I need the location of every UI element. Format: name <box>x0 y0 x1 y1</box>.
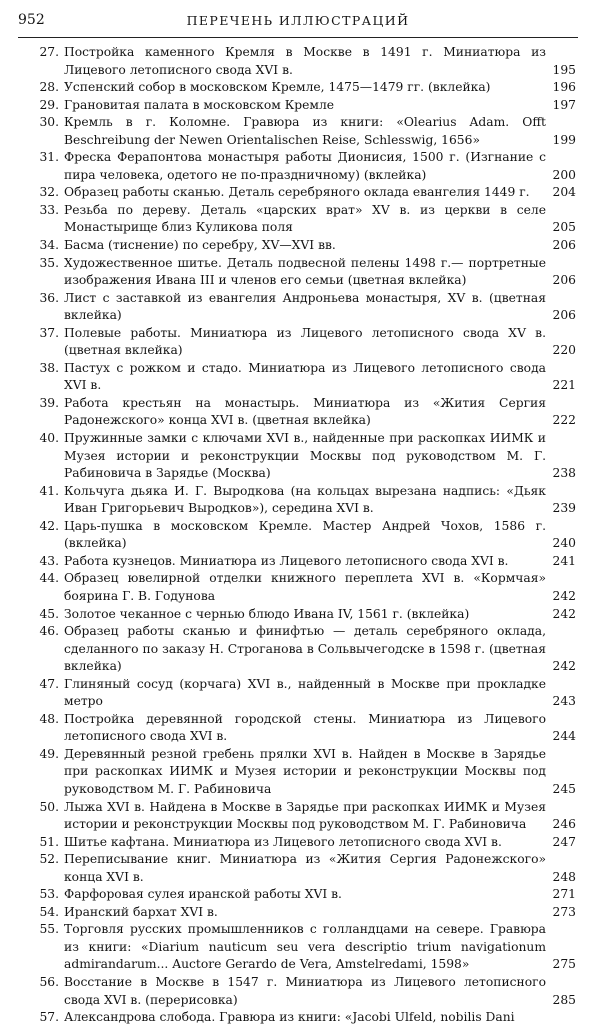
entry-number: 41. <box>39 483 59 498</box>
entry-page-number: 271 <box>552 887 576 902</box>
page-header <box>18 10 578 32</box>
entry-page-number: 200 <box>552 167 576 182</box>
entry-page-number: 221 <box>552 378 576 393</box>
list-item <box>18 834 576 852</box>
entry-page-number: 204 <box>552 185 576 200</box>
entry-page-number: 246 <box>552 817 576 832</box>
entry-text: Постройка деревянной городской стены. Миниатюра из Лицевого летописного свода XVI в. <box>64 711 546 744</box>
list-item <box>18 149 576 184</box>
list-item <box>18 623 576 676</box>
entry-page-number: 242 <box>552 606 576 621</box>
list-item <box>18 237 576 255</box>
entry-page-number: 196 <box>552 80 576 95</box>
entry-number: 47. <box>39 676 59 691</box>
entry-text: Лист с заставкой из евангелия Андроньева монастыря, XV в. (цветная вклейка) <box>64 290 546 323</box>
entry-number: 51. <box>39 834 59 849</box>
entry-text: Золотое чеканное с чернью блюдо Ивана IV, 1561 г. (вклейка) <box>64 606 470 621</box>
entry-text: Басма (тиснение) по серебру, XV—XVI вв. <box>64 238 336 253</box>
entry-number: 55. <box>39 922 59 937</box>
entry-text: Образец работы сканью. Деталь серебряного оклада евангелия 1449 г. <box>64 185 530 200</box>
list-item <box>18 184 576 202</box>
entry-text: Образец работы сканью и финифтью — деталь серебряного оклада, сделанного по заказу Н. Строганова в Сольвычегодске в 1598 г. (цветная вклейка) <box>64 624 546 674</box>
list-item <box>18 360 576 395</box>
entry-page-number: 273 <box>552 904 576 919</box>
list-item <box>18 570 576 605</box>
list-item <box>18 676 576 711</box>
header-rule <box>18 37 578 38</box>
entry-text: Фреска Ферапонтова монастыря работы Дионисия, 1500 г. (Изгнание с пира человека, одетого не по-праздничному) (вклейка) <box>64 150 546 182</box>
entry-page-number: 245 <box>552 781 576 796</box>
entry-text: Деревянный резной гребень прялки XVI в. Найден в Москве в Зарядье при раскопках ИИМК и Музея истории и реконструкции Москвы под руководством М. Г. Рабиновича <box>64 746 546 796</box>
entry-text: Кремль в г. Коломне. Гравюра из книги: «Olearius Adam. Offt Beschreibung der Newen Orientalischen Reise, Schlesswig, 1656» <box>64 115 546 147</box>
entry-number: 43. <box>39 553 59 568</box>
entry-page-number: 206 <box>552 238 576 253</box>
entry-page-number: 241 <box>552 553 576 568</box>
entry-page-number: 285 <box>552 992 576 1007</box>
entry-text: Полевые работы. Миниатюра из Лицевого летописного свода XV в. (цветная вклейка) <box>64 325 546 358</box>
entry-text: Царь-пушка в московском Кремле. Мастер Андрей Чохов, 1586 г. (вклейка) <box>64 518 546 551</box>
list-item <box>18 851 576 886</box>
entry-page-number: 242 <box>552 659 576 674</box>
entry-number: 37. <box>39 325 59 340</box>
entry-number: 45. <box>39 606 59 621</box>
page-number: 952 <box>18 12 45 28</box>
entry-page-number: 206 <box>552 308 576 323</box>
entry-number: 34. <box>39 238 59 253</box>
entry-text: Фарфоровая сулея иранской работы XVI в. <box>64 887 342 902</box>
list-item <box>18 290 576 325</box>
entry-text: Глиняный сосуд (корчага) XVI в., найденный в Москве при прокладке метро <box>64 676 546 709</box>
entry-number: 28. <box>39 80 59 95</box>
entry-text: Переписывание книг. Миниатюра из «Жития Сергия Радонежского» конца XVI в. <box>64 852 546 884</box>
entry-page-number: 238 <box>552 466 576 481</box>
entry-number: 31. <box>39 150 59 165</box>
entry-number: 50. <box>39 799 59 814</box>
list-item <box>18 1009 576 1027</box>
entry-text: Лыжа XVI в. Найдена в Москве в Зарядье при раскопках ИИМК и Музея истории и реконструкции Москвы под руководством М. Г. Рабиновича <box>64 799 546 832</box>
entry-text: Работа кузнецов. Миниатюра из Лицевого летописного свода XVI в. <box>64 553 509 568</box>
list-item <box>18 921 576 974</box>
entry-text: Постройка каменного Кремля в Москве в 1491 г. Миниатюра из Лицевого летописного свода XVI в. <box>64 45 546 77</box>
entry-page-number: 243 <box>552 694 576 709</box>
list-item <box>18 746 576 799</box>
list-item <box>18 606 576 624</box>
list-item <box>18 886 576 904</box>
list-item <box>18 711 576 746</box>
list-item <box>18 430 576 483</box>
entry-page-number: 197 <box>552 97 576 112</box>
entry-text: Шитье кафтана. Миниатюра из Лицевого летописного свода XVI в. <box>64 834 502 849</box>
list-item <box>18 97 576 115</box>
entry-number: 53. <box>39 887 59 902</box>
entry-page-number: 205 <box>552 220 576 235</box>
list-item <box>18 395 576 430</box>
entry-number: 32. <box>39 185 59 200</box>
entry-number: 36. <box>39 290 59 305</box>
list-item <box>18 518 576 553</box>
entry-number: 56. <box>39 974 59 989</box>
entry-page-number: 199 <box>552 132 576 147</box>
list-item <box>18 202 576 237</box>
entry-text: Торговля русских промышленников с голландцами на севере. Гравюра из книги: «Diarium nauticum seu vera descriptio trium navigationum admirandarum... Auctore Gerardo de Vera, Amstelredami, 1598» <box>64 922 546 972</box>
running-title: ПЕРЕЧЕНЬ ИЛЛЮСТРАЦИЙ <box>186 13 410 28</box>
entry-number: 49. <box>39 746 59 761</box>
entry-text: Успенский собор в московском Кремле, 1475—1479 гг. (вклейка) <box>64 80 491 95</box>
list-item <box>18 325 576 360</box>
entry-page-number: 247 <box>552 834 576 849</box>
entry-page-number: 239 <box>552 501 576 516</box>
list-item <box>18 799 576 834</box>
entry-number: 27. <box>39 45 59 59</box>
entry-text: Художественное шитье. Деталь подвесной пелены 1498 г.— портретные изображения Ивана III и членов его семьи (цветная вклейка) <box>64 255 546 288</box>
entry-page-number: 220 <box>552 343 576 358</box>
entry-text: Кольчуга дьяка И. Г. Выродкова (на кольцах вырезана надпись: «Дьяк Иван Григорьевич Выродков»), середина XVI в. <box>64 483 546 516</box>
entry-page-number: 275 <box>552 957 576 972</box>
list-item <box>18 79 576 97</box>
list-item <box>18 44 576 79</box>
entry-number: 54. <box>39 904 59 919</box>
entry-page-number: 244 <box>552 729 576 744</box>
entry-text: Пастух с рожком и стадо. Миниатюра из Лицевого летописного свода XVI в. <box>64 360 546 393</box>
entry-number: 57. <box>39 1010 59 1025</box>
entry-number: 35. <box>39 255 59 270</box>
entry-text: Восстание в Москве в 1547 г. Миниатюра из Лицевого летописного свода XVI в. (перерисовка) <box>64 974 546 1007</box>
entry-number: 39. <box>39 395 59 410</box>
entry-text: Александрова слобода. Гравюра из книги: «Jacobi Ulfeld, nobilis Dani <box>64 1010 515 1025</box>
entry-page-number: 195 <box>552 62 576 77</box>
entry-number: 29. <box>39 97 59 112</box>
list-item <box>18 114 576 149</box>
entry-text: Работа крестьян на монастырь. Миниатюра из «Жития Сергия Радонежского» конца XVI в. (цветная вклейка) <box>64 395 546 428</box>
entry-number: 52. <box>39 852 59 867</box>
entry-number: 40. <box>39 431 59 446</box>
entry-text: Иранский бархат XVI в. <box>64 904 218 919</box>
entry-page-number: 240 <box>552 536 576 551</box>
entry-page-number: 242 <box>552 588 576 603</box>
entry-number: 48. <box>39 711 59 726</box>
entry-text: Пружинные замки с ключами XVI в., найденные при раскопках ИИМК и Музея истории и реконструкции Москвы под руководством М. Г. Рабиновича в Зарядье (Москва) <box>64 431 546 481</box>
list-item <box>18 483 576 518</box>
list-item <box>18 255 576 290</box>
entry-page-number: 222 <box>552 413 576 428</box>
list-item <box>18 974 576 1009</box>
entry-number: 46. <box>39 624 59 639</box>
entry-page-number: 248 <box>552 869 576 884</box>
entry-page-number: 206 <box>552 273 576 288</box>
entry-number: 42. <box>39 518 59 533</box>
entry-number: 44. <box>39 571 59 586</box>
list-item <box>18 553 576 571</box>
entry-text: Грановитая палата в московском Кремле <box>64 97 335 112</box>
illustration-list <box>18 44 576 1027</box>
list-item <box>18 904 576 922</box>
entry-text: Образец ювелирной отделки книжного переплета XVI в. «Кормчая» боярина Г. В. Годунова <box>64 571 546 603</box>
entry-number: 38. <box>39 360 59 375</box>
entry-number: 30. <box>39 115 59 130</box>
entry-number: 33. <box>39 202 59 217</box>
entry-text: Резьба по дереву. Деталь «царских врат» XV в. из церкви в селе Монастырище близ Куликова поля <box>64 202 546 235</box>
